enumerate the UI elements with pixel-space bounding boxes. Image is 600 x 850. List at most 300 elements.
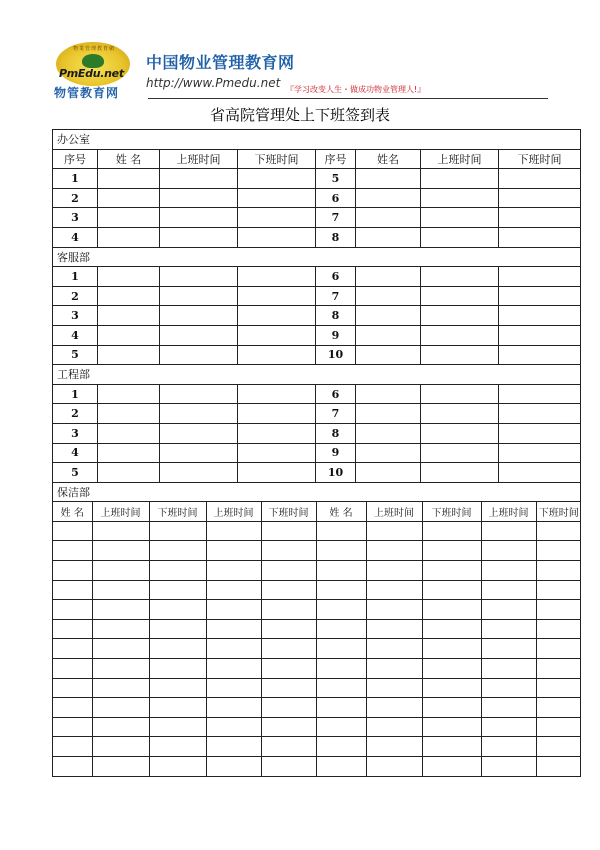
table-row bbox=[53, 267, 581, 287]
blank-cell bbox=[261, 580, 316, 600]
off-duty-cell bbox=[238, 227, 316, 247]
blank-cell bbox=[206, 717, 261, 737]
on-duty-cell bbox=[160, 443, 238, 463]
name-cell bbox=[356, 267, 421, 287]
name-cell bbox=[98, 423, 160, 443]
seq-number: 2 bbox=[53, 286, 98, 306]
blank-cell bbox=[206, 561, 261, 581]
name-cell bbox=[98, 443, 160, 463]
blank-cell bbox=[53, 600, 92, 620]
blank-cell bbox=[536, 659, 581, 679]
blank-cell bbox=[261, 678, 316, 698]
blank-cell bbox=[422, 698, 481, 718]
blank-cell bbox=[481, 600, 536, 620]
blank-cell bbox=[53, 521, 92, 541]
on-duty-cell bbox=[421, 345, 499, 365]
blank-cell bbox=[261, 717, 316, 737]
blank-cell bbox=[536, 717, 581, 737]
blank-cell bbox=[422, 580, 481, 600]
off-duty-cell bbox=[238, 384, 316, 404]
table-row bbox=[53, 325, 581, 345]
blank-cell bbox=[481, 717, 536, 737]
blank-cell bbox=[53, 541, 92, 561]
blank-cell bbox=[536, 678, 581, 698]
seq-number: 4 bbox=[53, 325, 98, 345]
seq-number: 4 bbox=[53, 227, 98, 247]
name-cell bbox=[356, 345, 421, 365]
on-duty-cell bbox=[160, 404, 238, 424]
on-duty-cell bbox=[421, 404, 499, 424]
blank-cell bbox=[206, 619, 261, 639]
name-cell bbox=[356, 227, 421, 247]
blank-cell bbox=[149, 580, 206, 600]
blank-cell bbox=[481, 737, 536, 757]
blank-cell bbox=[206, 541, 261, 561]
section-label: 办公室 bbox=[53, 130, 581, 150]
blank-cell bbox=[481, 580, 536, 600]
seq-number: 1 bbox=[53, 169, 98, 189]
blank-cell bbox=[92, 561, 149, 581]
on-duty-cell bbox=[160, 325, 238, 345]
col-off-duty-header: 下班时间 bbox=[422, 502, 481, 521]
blank-cell bbox=[261, 561, 316, 581]
blank-cell bbox=[206, 521, 261, 541]
on-duty-cell bbox=[421, 423, 499, 443]
table-row bbox=[53, 345, 581, 365]
cleaning-grid-cell bbox=[53, 502, 581, 776]
blank-cell bbox=[206, 659, 261, 679]
table-row bbox=[53, 463, 581, 483]
table-row bbox=[53, 678, 581, 698]
blank-cell bbox=[261, 639, 316, 659]
section-label: 客服部 bbox=[53, 247, 581, 267]
off-duty-cell bbox=[499, 443, 581, 463]
on-duty-cell bbox=[421, 384, 499, 404]
seq-number: 3 bbox=[53, 423, 98, 443]
name-cell bbox=[98, 345, 160, 365]
seq-number: 5 bbox=[53, 463, 98, 483]
off-duty-cell bbox=[499, 267, 581, 287]
blank-cell bbox=[536, 541, 581, 561]
blank-cell bbox=[53, 561, 92, 581]
blank-cell bbox=[481, 619, 536, 639]
blank-cell bbox=[92, 678, 149, 698]
col-on-duty-header: 上班时间 bbox=[92, 502, 149, 521]
blank-cell bbox=[53, 580, 92, 600]
blank-cell bbox=[261, 521, 316, 541]
off-duty-cell bbox=[238, 188, 316, 208]
blank-cell bbox=[366, 678, 422, 698]
on-duty-cell bbox=[160, 286, 238, 306]
name-cell bbox=[98, 169, 160, 189]
on-duty-cell bbox=[160, 227, 238, 247]
table-row bbox=[53, 561, 581, 581]
seq-number: 3 bbox=[53, 208, 98, 228]
blank-cell bbox=[536, 561, 581, 581]
col-on-duty-header: 上班时间 bbox=[160, 149, 238, 169]
off-duty-cell bbox=[499, 208, 581, 228]
on-duty-cell bbox=[421, 286, 499, 306]
seq-number: 10 bbox=[316, 463, 356, 483]
table-row bbox=[53, 227, 581, 247]
blank-cell bbox=[261, 619, 316, 639]
blank-cell bbox=[92, 737, 149, 757]
off-duty-cell bbox=[238, 306, 316, 326]
table-row bbox=[53, 423, 581, 443]
on-duty-cell bbox=[421, 325, 499, 345]
name-cell bbox=[356, 169, 421, 189]
seq-number: 6 bbox=[316, 188, 356, 208]
seq-number: 4 bbox=[53, 443, 98, 463]
blank-cell bbox=[422, 541, 481, 561]
blank-cell bbox=[92, 580, 149, 600]
blank-cell bbox=[366, 521, 422, 541]
seq-number: 5 bbox=[53, 345, 98, 365]
off-duty-cell bbox=[238, 169, 316, 189]
seq-number: 8 bbox=[316, 227, 356, 247]
blank-cell bbox=[422, 659, 481, 679]
seq-number: 1 bbox=[53, 384, 98, 404]
blank-cell bbox=[366, 619, 422, 639]
blank-cell bbox=[206, 757, 261, 776]
name-cell bbox=[356, 306, 421, 326]
blank-cell bbox=[316, 659, 366, 679]
table-row bbox=[53, 521, 581, 541]
logo-brand-text: PmEdu.net bbox=[59, 67, 124, 80]
blank-cell bbox=[422, 600, 481, 620]
name-cell bbox=[98, 227, 160, 247]
off-duty-cell bbox=[499, 404, 581, 424]
name-cell bbox=[356, 404, 421, 424]
blank-cell bbox=[422, 521, 481, 541]
table-row bbox=[53, 306, 581, 326]
name-cell bbox=[356, 443, 421, 463]
name-cell bbox=[356, 463, 421, 483]
blank-cell bbox=[316, 698, 366, 718]
blank-cell bbox=[422, 678, 481, 698]
seq-number: 10 bbox=[316, 345, 356, 365]
blank-cell bbox=[536, 580, 581, 600]
name-cell bbox=[356, 188, 421, 208]
table-row bbox=[53, 384, 581, 404]
seq-number: 3 bbox=[53, 306, 98, 326]
site-logo bbox=[52, 42, 148, 98]
blank-cell bbox=[149, 619, 206, 639]
off-duty-cell bbox=[238, 345, 316, 365]
blank-cell bbox=[366, 717, 422, 737]
off-duty-cell bbox=[238, 404, 316, 424]
header-divider bbox=[148, 98, 548, 99]
blank-cell bbox=[481, 561, 536, 581]
blank-cell bbox=[261, 757, 316, 776]
table-row bbox=[53, 188, 581, 208]
blank-cell bbox=[149, 678, 206, 698]
blank-cell bbox=[422, 717, 481, 737]
blank-cell bbox=[92, 757, 149, 776]
on-duty-cell bbox=[160, 306, 238, 326]
table-row bbox=[53, 659, 581, 679]
section-row bbox=[53, 130, 581, 150]
blank-cell bbox=[206, 678, 261, 698]
blank-cell bbox=[261, 600, 316, 620]
logo-chinese-text: 物管教育网 bbox=[54, 86, 120, 100]
blank-cell bbox=[261, 737, 316, 757]
blank-cell bbox=[422, 757, 481, 776]
blank-cell bbox=[92, 541, 149, 561]
blank-cell bbox=[53, 698, 92, 718]
blank-cell bbox=[206, 600, 261, 620]
seq-number: 7 bbox=[316, 404, 356, 424]
blank-cell bbox=[481, 659, 536, 679]
blank-cell bbox=[536, 698, 581, 718]
off-duty-cell bbox=[499, 463, 581, 483]
blank-cell bbox=[92, 717, 149, 737]
blank-cell bbox=[149, 541, 206, 561]
blank-cell bbox=[149, 659, 206, 679]
off-duty-cell bbox=[499, 169, 581, 189]
seq-number: 6 bbox=[316, 384, 356, 404]
blank-cell bbox=[92, 659, 149, 679]
blank-cell bbox=[366, 541, 422, 561]
section-row bbox=[53, 365, 581, 385]
blank-cell bbox=[481, 698, 536, 718]
seq-number: 5 bbox=[316, 169, 356, 189]
blank-cell bbox=[422, 737, 481, 757]
blank-cell bbox=[366, 639, 422, 659]
on-duty-cell bbox=[421, 443, 499, 463]
blank-cell bbox=[261, 541, 316, 561]
table-row bbox=[53, 717, 581, 737]
table-row bbox=[53, 698, 581, 718]
section-row bbox=[53, 482, 581, 502]
seq-number: 9 bbox=[316, 443, 356, 463]
blank-cell bbox=[53, 619, 92, 639]
blank-cell bbox=[53, 639, 92, 659]
blank-cell bbox=[316, 678, 366, 698]
blank-cell bbox=[366, 737, 422, 757]
col-name-header: 姓 名 bbox=[316, 502, 366, 521]
blank-cell bbox=[316, 619, 366, 639]
seq-number: 2 bbox=[53, 404, 98, 424]
blank-cell bbox=[481, 521, 536, 541]
blank-cell bbox=[92, 619, 149, 639]
blank-cell bbox=[366, 757, 422, 776]
blank-cell bbox=[536, 757, 581, 776]
on-duty-cell bbox=[421, 463, 499, 483]
blank-cell bbox=[53, 757, 92, 776]
blank-cell bbox=[206, 737, 261, 757]
name-cell bbox=[98, 208, 160, 228]
cleaning-grid-row bbox=[53, 502, 581, 776]
blank-cell bbox=[316, 521, 366, 541]
blank-cell bbox=[316, 561, 366, 581]
blank-cell bbox=[316, 737, 366, 757]
col-seq-header: 序号 bbox=[316, 149, 356, 169]
blank-cell bbox=[481, 757, 536, 776]
table-row bbox=[53, 208, 581, 228]
table-row bbox=[53, 757, 581, 776]
on-duty-cell bbox=[160, 267, 238, 287]
table-row bbox=[53, 600, 581, 620]
col-name-header: 姓 名 bbox=[98, 149, 160, 169]
off-duty-cell bbox=[499, 306, 581, 326]
blank-cell bbox=[149, 639, 206, 659]
blank-cell bbox=[316, 580, 366, 600]
off-duty-cell bbox=[499, 188, 581, 208]
tree-icon bbox=[82, 54, 104, 68]
blank-cell bbox=[366, 659, 422, 679]
blank-cell bbox=[536, 737, 581, 757]
table-row bbox=[53, 541, 581, 561]
col-on-duty-header: 上班时间 bbox=[481, 502, 536, 521]
site-name: 中国物业管理教育网 bbox=[146, 53, 295, 72]
off-duty-cell bbox=[499, 325, 581, 345]
blank-cell bbox=[206, 639, 261, 659]
blank-cell bbox=[536, 619, 581, 639]
blank-cell bbox=[92, 600, 149, 620]
blank-cell bbox=[316, 757, 366, 776]
blank-cell bbox=[316, 717, 366, 737]
col-off-duty-header: 下班时间 bbox=[536, 502, 581, 521]
blank-cell bbox=[149, 757, 206, 776]
blank-cell bbox=[422, 619, 481, 639]
off-duty-cell bbox=[238, 267, 316, 287]
section-label: 工程部 bbox=[53, 365, 581, 385]
blank-cell bbox=[149, 717, 206, 737]
blank-cell bbox=[536, 639, 581, 659]
col-name-header: 姓名 bbox=[356, 149, 421, 169]
blank-cell bbox=[206, 580, 261, 600]
blank-cell bbox=[261, 659, 316, 679]
name-cell bbox=[98, 325, 160, 345]
blank-cell bbox=[316, 541, 366, 561]
name-cell bbox=[98, 267, 160, 287]
blank-cell bbox=[536, 521, 581, 541]
name-cell bbox=[98, 404, 160, 424]
section-row bbox=[53, 247, 581, 267]
name-cell bbox=[98, 188, 160, 208]
blank-cell bbox=[53, 737, 92, 757]
seq-number: 7 bbox=[316, 208, 356, 228]
name-cell bbox=[356, 208, 421, 228]
blank-cell bbox=[366, 580, 422, 600]
name-cell bbox=[356, 286, 421, 306]
off-duty-cell bbox=[238, 443, 316, 463]
cleaning-sign-in-table bbox=[53, 502, 581, 775]
site-url: http://www.Pmedu.net bbox=[146, 76, 281, 90]
off-duty-cell bbox=[238, 208, 316, 228]
logo-arc-text: 物業管理教育網 bbox=[72, 46, 115, 52]
slogan: 『学习改变人生・做成功物业管理人!』 bbox=[286, 85, 426, 94]
blank-cell bbox=[53, 717, 92, 737]
blank-cell bbox=[316, 600, 366, 620]
blank-cell bbox=[316, 639, 366, 659]
on-duty-cell bbox=[160, 345, 238, 365]
blank-cell bbox=[149, 698, 206, 718]
col-off-duty-header: 下班时间 bbox=[238, 149, 316, 169]
blank-cell bbox=[481, 639, 536, 659]
sign-in-table bbox=[52, 129, 581, 777]
blank-cell bbox=[149, 561, 206, 581]
col-seq-header: 序号 bbox=[53, 149, 98, 169]
on-duty-cell bbox=[160, 384, 238, 404]
blank-cell bbox=[206, 698, 261, 718]
seq-number: 6 bbox=[316, 267, 356, 287]
table-row bbox=[53, 286, 581, 306]
seq-number: 8 bbox=[316, 306, 356, 326]
blank-cell bbox=[53, 659, 92, 679]
table-row bbox=[53, 580, 581, 600]
blank-cell bbox=[536, 600, 581, 620]
blank-cell bbox=[149, 737, 206, 757]
on-duty-cell bbox=[160, 208, 238, 228]
name-cell bbox=[98, 384, 160, 404]
name-cell bbox=[356, 384, 421, 404]
off-duty-cell bbox=[238, 325, 316, 345]
off-duty-cell bbox=[499, 345, 581, 365]
blank-cell bbox=[422, 561, 481, 581]
on-duty-cell bbox=[160, 423, 238, 443]
off-duty-cell bbox=[238, 423, 316, 443]
off-duty-cell bbox=[499, 286, 581, 306]
blank-cell bbox=[92, 639, 149, 659]
on-duty-cell bbox=[160, 188, 238, 208]
blank-cell bbox=[481, 541, 536, 561]
name-cell bbox=[356, 325, 421, 345]
name-cell bbox=[98, 306, 160, 326]
col-on-duty-header: 上班时间 bbox=[206, 502, 261, 521]
blank-cell bbox=[92, 521, 149, 541]
on-duty-cell bbox=[421, 227, 499, 247]
blank-cell bbox=[366, 561, 422, 581]
name-cell bbox=[98, 286, 160, 306]
column-header-row bbox=[53, 502, 581, 521]
blank-cell bbox=[481, 678, 536, 698]
table-row bbox=[53, 169, 581, 189]
name-cell bbox=[98, 463, 160, 483]
table-row bbox=[53, 639, 581, 659]
on-duty-cell bbox=[421, 267, 499, 287]
blank-cell bbox=[261, 698, 316, 718]
col-on-duty-header: 上班时间 bbox=[366, 502, 422, 521]
seq-number: 8 bbox=[316, 423, 356, 443]
on-duty-cell bbox=[421, 208, 499, 228]
off-duty-cell bbox=[499, 227, 581, 247]
off-duty-cell bbox=[499, 384, 581, 404]
blank-cell bbox=[92, 698, 149, 718]
off-duty-cell bbox=[238, 463, 316, 483]
seq-number: 2 bbox=[53, 188, 98, 208]
table-row bbox=[53, 737, 581, 757]
on-duty-cell bbox=[421, 188, 499, 208]
col-off-duty-header: 下班时间 bbox=[149, 502, 206, 521]
seq-number: 9 bbox=[316, 325, 356, 345]
col-off-duty-header: 下班时间 bbox=[499, 149, 581, 169]
on-duty-cell bbox=[160, 463, 238, 483]
document-title: 省高院管理处上下班签到表 bbox=[209, 106, 390, 124]
table-row bbox=[53, 619, 581, 639]
off-duty-cell bbox=[238, 286, 316, 306]
blank-cell bbox=[366, 600, 422, 620]
section-label: 保洁部 bbox=[53, 482, 581, 502]
col-on-duty-header: 上班时间 bbox=[421, 149, 499, 169]
table-row bbox=[53, 443, 581, 463]
blank-cell bbox=[149, 600, 206, 620]
name-cell bbox=[356, 423, 421, 443]
off-duty-cell bbox=[499, 423, 581, 443]
table-row bbox=[53, 404, 581, 424]
seq-number: 7 bbox=[316, 286, 356, 306]
